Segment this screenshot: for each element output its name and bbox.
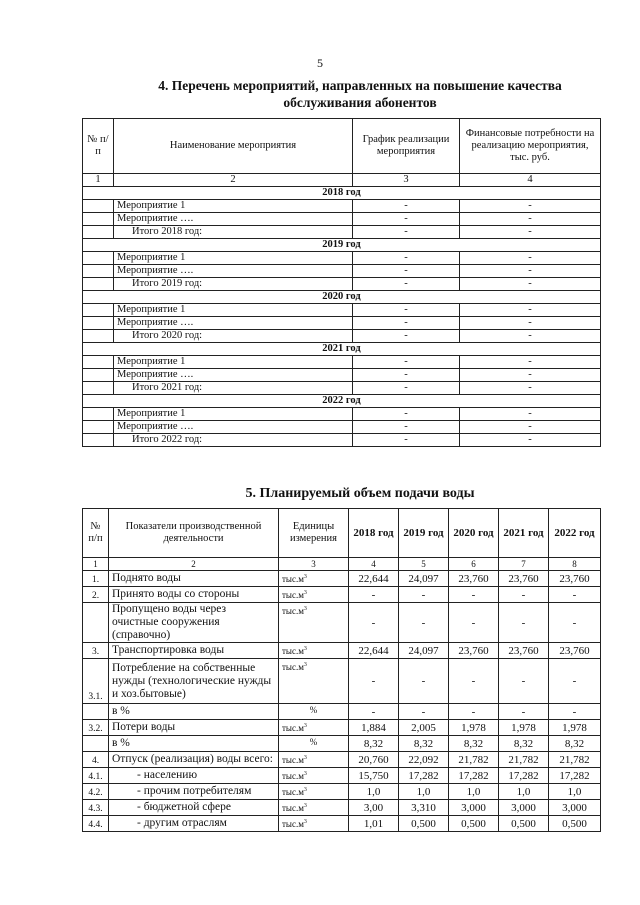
year-value: 23,760 (499, 571, 549, 587)
finance-value: - (460, 408, 601, 421)
year-value: 23,760 (449, 571, 499, 587)
year-value: 1,0 (549, 784, 601, 800)
unit-cell (279, 784, 349, 800)
indicator-name: Отпуск (реализация) воды всего: (109, 752, 279, 768)
year-row (83, 343, 601, 356)
indicator-number: 4.3. (83, 800, 109, 816)
year-value: 1,978 (449, 720, 499, 736)
year-value: - (449, 659, 499, 704)
unit-text: тыс.м (282, 755, 304, 765)
finance-value: - (460, 278, 601, 291)
unit-cell (279, 659, 349, 704)
measure-name: Итого 2018 год: (114, 226, 353, 239)
row-number-cell (83, 213, 114, 226)
row-number-cell (83, 356, 114, 369)
finance-value: - (460, 330, 601, 343)
table5-column-number: 1 (83, 558, 109, 571)
year-value: 17,282 (399, 768, 449, 784)
unit-text: тыс.м (282, 723, 304, 733)
year-label: 2020 год (83, 291, 601, 304)
measure-row (83, 369, 601, 382)
table5-header-cell: № п/п (83, 509, 109, 558)
unit-text: тыс.м (282, 606, 304, 616)
indicator-number: 4.2. (83, 784, 109, 800)
year-value: 1,01 (349, 816, 399, 832)
measure-row (83, 408, 601, 421)
measure-row (83, 330, 601, 343)
row-number-cell (83, 200, 114, 213)
schedule-value: - (353, 382, 460, 395)
measure-row (83, 278, 601, 291)
indicator-row (83, 800, 601, 816)
row-number-cell (83, 265, 114, 278)
schedule-value: - (353, 213, 460, 226)
measure-row (83, 252, 601, 265)
year-value: 21,782 (449, 752, 499, 768)
year-value: 1,978 (499, 720, 549, 736)
table4-header-cell: Финансовые потребности на реализацию мероприятия, тыс. руб. (460, 119, 601, 174)
indicator-name: в % (109, 704, 279, 720)
indicator-name: Поднято воды (109, 571, 279, 587)
unit-exponent: 3 (303, 803, 307, 809)
year-value: 8,32 (449, 736, 499, 752)
indicator-number: 1. (83, 571, 109, 587)
finance-value: - (460, 304, 601, 317)
table4-column-number: 3 (353, 174, 460, 187)
indicator-name: Пропущено воды через очистные сооружения (справочно) (109, 603, 279, 643)
year-value: 20,760 (349, 752, 399, 768)
measure-name: Мероприятие 1 (114, 200, 353, 213)
finance-value: - (460, 317, 601, 330)
year-label: 2021 год (83, 343, 601, 356)
table5-column-number: 6 (449, 558, 499, 571)
unit-text: % (309, 705, 318, 715)
table5-column-number: 2 (109, 558, 279, 571)
year-value: 23,760 (549, 571, 601, 587)
table5-header-row (83, 509, 601, 558)
indicator-name: - бюджетной сфере (109, 800, 279, 816)
unit-cell (279, 603, 349, 643)
year-label: 2022 год (83, 395, 601, 408)
schedule-value: - (353, 304, 460, 317)
table4-column-number-row (83, 174, 601, 187)
year-label: 2019 год (83, 239, 601, 252)
schedule-value: - (353, 252, 460, 265)
schedule-value: - (353, 434, 460, 447)
indicator-row (83, 720, 601, 736)
indicator-row (83, 603, 601, 643)
year-value: - (499, 704, 549, 720)
unit-cell (279, 720, 349, 736)
year-value: - (549, 603, 601, 643)
indicator-name: - другим отраслям (109, 816, 279, 832)
measure-row (83, 226, 601, 239)
table4-header-cell: № п/п (83, 119, 114, 174)
year-value: 1,0 (399, 784, 449, 800)
year-value: 24,097 (399, 643, 449, 659)
unit-text: тыс.м (282, 787, 304, 797)
year-value: - (449, 587, 499, 603)
indicator-name: Принято воды со стороны (109, 587, 279, 603)
table5-header-cell: 2021 год (499, 509, 549, 558)
unit-cell (279, 816, 349, 832)
year-value: 8,32 (549, 736, 601, 752)
unit-exponent: 3 (303, 755, 307, 761)
unit-cell (279, 736, 349, 752)
year-value: 0,500 (499, 816, 549, 832)
measure-row (83, 382, 601, 395)
finance-value: - (460, 252, 601, 265)
year-value: 0,500 (399, 816, 449, 832)
unit-cell (279, 752, 349, 768)
table5-column-number: 3 (279, 558, 349, 571)
row-number-cell (83, 278, 114, 291)
row-number-cell (83, 317, 114, 330)
year-row (83, 187, 601, 200)
year-value: - (349, 587, 399, 603)
measure-name: Итого 2020 год: (114, 330, 353, 343)
table5-header-cell: 2018 год (349, 509, 399, 558)
indicator-number (83, 736, 109, 752)
year-value: - (349, 603, 399, 643)
year-row (83, 291, 601, 304)
indicator-row (83, 643, 601, 659)
unit-exponent: 3 (303, 723, 307, 729)
year-value: 17,282 (499, 768, 549, 784)
indicator-row (83, 659, 601, 704)
year-value: 2,005 (399, 720, 449, 736)
indicator-number (83, 603, 109, 643)
schedule-value: - (353, 421, 460, 434)
unit-exponent: 3 (303, 771, 307, 777)
measure-name: Мероприятие …. (114, 265, 353, 278)
finance-value: - (460, 265, 601, 278)
year-value: 1,0 (349, 784, 399, 800)
finance-value: - (460, 213, 601, 226)
year-value: 23,760 (499, 643, 549, 659)
measure-name: Мероприятие 1 (114, 252, 353, 265)
year-value: 17,282 (549, 768, 601, 784)
indicator-number: 3.1. (83, 659, 109, 704)
year-value: 0,500 (549, 816, 601, 832)
table4-header-row (83, 119, 601, 174)
measure-name: Итого 2022 год: (114, 434, 353, 447)
table4-header-cell: Наименование мероприятия (114, 119, 353, 174)
year-value: - (499, 603, 549, 643)
measure-name: Итого 2021 год: (114, 382, 353, 395)
measure-name: Мероприятие …. (114, 213, 353, 226)
unit-text: тыс.м (282, 646, 304, 656)
measure-name: Мероприятие 1 (114, 356, 353, 369)
indicator-row (83, 736, 601, 752)
finance-value: - (460, 382, 601, 395)
measure-name: Итого 2019 год: (114, 278, 353, 291)
indicator-row (83, 704, 601, 720)
year-value: 17,282 (449, 768, 499, 784)
unit-exponent: 3 (303, 787, 307, 793)
year-value: 8,32 (349, 736, 399, 752)
measure-row (83, 304, 601, 317)
year-value: 1,0 (499, 784, 549, 800)
schedule-value: - (353, 408, 460, 421)
year-value: - (499, 659, 549, 704)
table5-header-cell: Показатели производственной деятельности (109, 509, 279, 558)
indicator-name: в % (109, 736, 279, 752)
year-label: 2018 год (83, 187, 601, 200)
measure-row (83, 265, 601, 278)
finance-value: - (460, 200, 601, 213)
indicator-row (83, 768, 601, 784)
measure-row (83, 421, 601, 434)
measure-row (83, 434, 601, 447)
year-value: 21,782 (549, 752, 601, 768)
table5-column-number: 5 (399, 558, 449, 571)
water-supply-table (82, 508, 601, 832)
year-value: - (349, 704, 399, 720)
unit-exponent: 3 (303, 606, 307, 612)
unit-exponent: 3 (303, 574, 307, 580)
year-value: - (449, 704, 499, 720)
indicator-number: 4.1. (83, 768, 109, 784)
measure-name: Мероприятие …. (114, 317, 353, 330)
year-value: 0,500 (449, 816, 499, 832)
schedule-value: - (353, 317, 460, 330)
year-value: 22,092 (399, 752, 449, 768)
table5-header-cell: 2020 год (449, 509, 499, 558)
table5-column-number: 7 (499, 558, 549, 571)
unit-text: % (309, 737, 318, 747)
table5-header-cell: 2022 год (549, 509, 601, 558)
schedule-value: - (353, 356, 460, 369)
indicator-row (83, 752, 601, 768)
indicator-number: 2. (83, 587, 109, 603)
indicator-name: Потребление на собственные нужды (технологические нужды и хоз.бытовые) (109, 659, 279, 704)
year-value: 24,097 (399, 571, 449, 587)
year-value: 23,760 (449, 643, 499, 659)
measure-name: Мероприятие …. (114, 369, 353, 382)
row-number-cell (83, 408, 114, 421)
finance-value: - (460, 369, 601, 382)
unit-text: тыс.м (282, 803, 304, 813)
finance-value: - (460, 434, 601, 447)
table5-column-number: 8 (549, 558, 601, 571)
schedule-value: - (353, 369, 460, 382)
finance-value: - (460, 226, 601, 239)
unit-exponent: 3 (303, 819, 307, 825)
year-value: - (399, 587, 449, 603)
unit-exponent: 3 (303, 646, 307, 652)
year-value: 3,000 (449, 800, 499, 816)
row-number-cell (83, 330, 114, 343)
schedule-value: - (353, 278, 460, 291)
schedule-value: - (353, 226, 460, 239)
year-value: 3,00 (349, 800, 399, 816)
row-number-cell (83, 382, 114, 395)
unit-cell (279, 800, 349, 816)
year-value: 8,32 (399, 736, 449, 752)
measures-table (82, 118, 601, 447)
indicator-number (83, 704, 109, 720)
indicator-number: 4.4. (83, 816, 109, 832)
year-value: - (499, 587, 549, 603)
measure-row (83, 317, 601, 330)
year-value: 1,0 (449, 784, 499, 800)
unit-cell (279, 768, 349, 784)
row-number-cell (83, 369, 114, 382)
indicator-name: - населению (109, 768, 279, 784)
table4-column-number: 1 (83, 174, 114, 187)
unit-exponent: 3 (303, 662, 307, 668)
table4-header-cell: График реализации мероприятия (353, 119, 460, 174)
year-row (83, 239, 601, 252)
year-value: 8,32 (499, 736, 549, 752)
table5-header-cell: Единицы измерения (279, 509, 349, 558)
schedule-value: - (353, 265, 460, 278)
year-value: 15,750 (349, 768, 399, 784)
indicator-number: 3. (83, 643, 109, 659)
unit-text: тыс.м (282, 590, 304, 600)
year-value: - (549, 587, 601, 603)
table4-column-number: 4 (460, 174, 601, 187)
year-value: - (549, 704, 601, 720)
year-value: 3,000 (499, 800, 549, 816)
measure-row (83, 213, 601, 226)
row-number-cell (83, 421, 114, 434)
measure-name: Мероприятие 1 (114, 304, 353, 317)
year-value: 1,884 (349, 720, 399, 736)
unit-cell (279, 643, 349, 659)
unit-exponent: 3 (303, 590, 307, 596)
year-value: 3,310 (399, 800, 449, 816)
year-value: 1,978 (549, 720, 601, 736)
year-row (83, 395, 601, 408)
indicator-name: Транспортировка воды (109, 643, 279, 659)
indicator-name: - прочим потребителям (109, 784, 279, 800)
measure-name: Мероприятие …. (114, 421, 353, 434)
year-value: - (549, 659, 601, 704)
unit-text: тыс.м (282, 819, 304, 829)
year-value: 3,000 (549, 800, 601, 816)
year-value: 23,760 (549, 643, 601, 659)
year-value: - (449, 603, 499, 643)
finance-value: - (460, 356, 601, 369)
indicator-number: 4. (83, 752, 109, 768)
indicator-row (83, 587, 601, 603)
page-number: 5 (317, 56, 323, 70)
indicator-row (83, 816, 601, 832)
indicator-row (83, 784, 601, 800)
year-value: 22,644 (349, 571, 399, 587)
measure-row (83, 200, 601, 213)
row-number-cell (83, 252, 114, 265)
year-value: 21,782 (499, 752, 549, 768)
unit-cell (279, 704, 349, 720)
section5-title: 5. Планируемый объем подачи воды (245, 486, 475, 501)
indicator-row (83, 571, 601, 587)
year-value: - (399, 704, 449, 720)
unit-cell (279, 571, 349, 587)
measure-row (83, 356, 601, 369)
schedule-value: - (353, 200, 460, 213)
section4-title: 4. Перечень мероприятий, направленных на повышение качества обслуживания абонентов (158, 78, 562, 110)
unit-text: тыс.м (282, 771, 304, 781)
year-value: - (349, 659, 399, 704)
year-value: - (399, 659, 449, 704)
table5-column-number: 4 (349, 558, 399, 571)
measure-name: Мероприятие 1 (114, 408, 353, 421)
year-value: - (399, 603, 449, 643)
unit-text: тыс.м (282, 574, 304, 584)
schedule-value: - (353, 330, 460, 343)
row-number-cell (83, 304, 114, 317)
table5-header-cell: 2019 год (399, 509, 449, 558)
unit-cell (279, 587, 349, 603)
row-number-cell (83, 434, 114, 447)
row-number-cell (83, 226, 114, 239)
table5-column-number-row (83, 558, 601, 571)
finance-value: - (460, 421, 601, 434)
unit-text: тыс.м (282, 662, 304, 672)
indicator-number: 3.2. (83, 720, 109, 736)
year-value: 22,644 (349, 643, 399, 659)
table4-column-number: 2 (114, 174, 353, 187)
indicator-name: Потери воды (109, 720, 279, 736)
